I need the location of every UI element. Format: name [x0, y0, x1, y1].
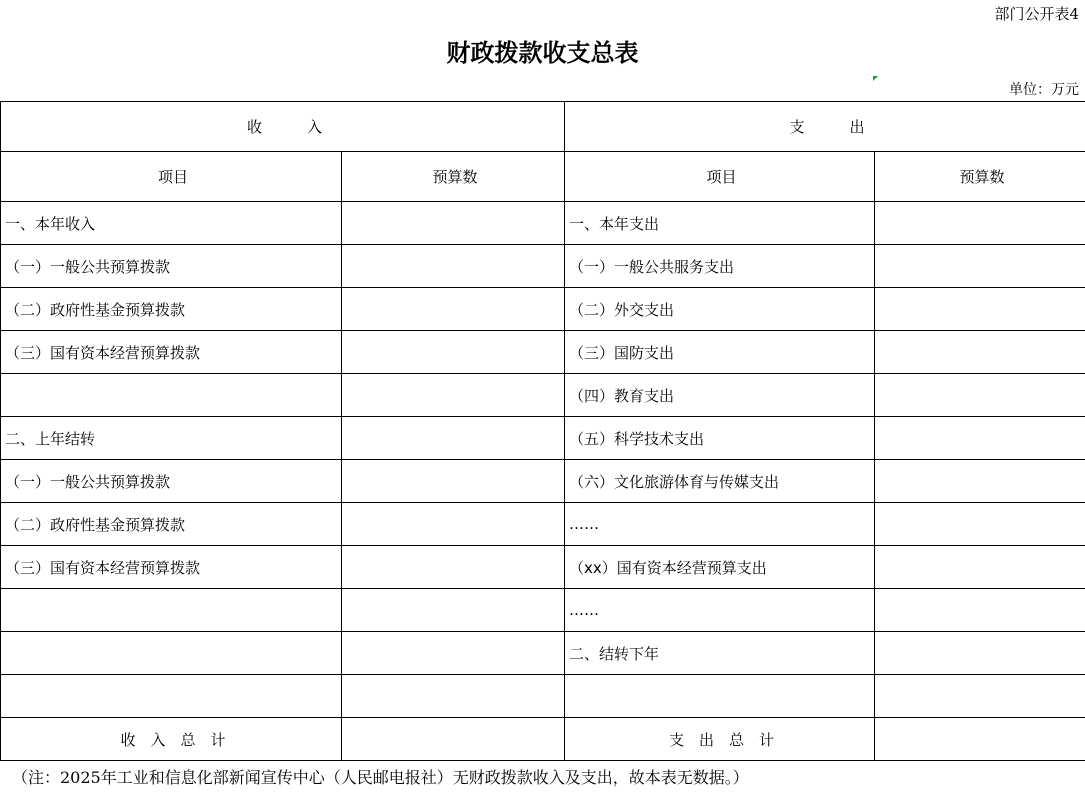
table-row	[1, 632, 1085, 675]
expense-item-cell: ……	[565, 589, 875, 632]
footnote: （注：2025年工业和信息化部新闻宣传中心（人民邮电报社）无财政拨款收入及支出，故本表无数据。）	[12, 768, 749, 787]
income-item-cell	[1, 374, 342, 417]
expense-item-cell: （六）文化旅游体育与传媒支出	[565, 460, 875, 503]
expense-total-value	[875, 718, 1085, 761]
income-budget-cell	[342, 632, 565, 675]
expense-item-cell: （五）科学技术支出	[565, 417, 875, 460]
income-budget-cell	[342, 675, 565, 718]
expense-item-cell: （二）外交支出	[565, 288, 875, 331]
table-row	[1, 288, 1085, 331]
income-budget-cell	[342, 288, 565, 331]
expense-item-cell: （三）国防支出	[565, 331, 875, 374]
income-section-header: 收 入	[1, 102, 565, 152]
table-row	[1, 374, 1085, 417]
income-total-label: 收 入 总 计	[1, 718, 342, 761]
income-budget-cell	[342, 546, 565, 589]
income-item-cell: （二）政府性基金预算拨款	[1, 288, 342, 331]
expense-item-cell: （xx）国有资本经营预算支出	[565, 546, 875, 589]
expense-budget-cell	[875, 202, 1085, 245]
form-number: 部门公开表4	[994, 5, 1079, 23]
unit-label: 单位：万元	[1009, 82, 1079, 98]
expense-budget-header: 预算数	[875, 152, 1085, 202]
income-total-value	[342, 718, 565, 761]
expense-item-cell	[565, 675, 875, 718]
expense-budget-cell	[875, 460, 1085, 503]
table-row	[1, 589, 1085, 632]
section-header-row	[1, 102, 1085, 152]
expense-budget-cell	[875, 417, 1085, 460]
totals-row	[1, 718, 1085, 761]
expense-item-cell: ……	[565, 503, 875, 546]
expense-total-label: 支 出 总 计	[565, 718, 875, 761]
expense-budget-cell	[875, 374, 1085, 417]
income-item-cell: （三）国有资本经营预算拨款	[1, 331, 342, 374]
expense-section-header: 支 出	[565, 102, 1085, 152]
page-title: 财政拨款收支总表	[446, 39, 639, 67]
income-budget-cell	[342, 245, 565, 288]
income-item-cell	[1, 632, 342, 675]
table-row	[1, 202, 1085, 245]
income-budget-cell	[342, 331, 565, 374]
income-item-header: 项目	[1, 152, 342, 202]
table-row	[1, 331, 1085, 374]
income-item-cell	[1, 589, 342, 632]
income-item-cell: 一、本年收入	[1, 202, 342, 245]
income-budget-cell	[342, 417, 565, 460]
expense-item-cell: 二、结转下年	[565, 632, 875, 675]
column-header-row	[1, 152, 1085, 202]
table-row	[1, 245, 1085, 288]
table-row	[1, 460, 1085, 503]
expense-item-header: 项目	[565, 152, 875, 202]
income-budget-cell	[342, 202, 565, 245]
cell-comment-marker-icon	[873, 76, 878, 81]
income-budget-header: 预算数	[342, 152, 565, 202]
expense-budget-cell	[875, 675, 1085, 718]
expense-budget-cell	[875, 331, 1085, 374]
income-item-cell: （一）一般公共预算拨款	[1, 460, 342, 503]
expense-item-cell: （一）一般公共服务支出	[565, 245, 875, 288]
table-row	[1, 417, 1085, 460]
income-budget-cell	[342, 374, 565, 417]
expense-item-cell: （四）教育支出	[565, 374, 875, 417]
table-row	[1, 675, 1085, 718]
budget-summary-table	[0, 101, 1085, 761]
expense-budget-cell	[875, 546, 1085, 589]
table-row	[1, 546, 1085, 589]
expense-budget-cell	[875, 589, 1085, 632]
income-item-cell: 二、上年结转	[1, 417, 342, 460]
income-item-cell: （一）一般公共预算拨款	[1, 245, 342, 288]
expense-budget-cell	[875, 632, 1085, 675]
income-budget-cell	[342, 589, 565, 632]
income-budget-cell	[342, 460, 565, 503]
income-item-cell	[1, 675, 342, 718]
expense-item-cell: 一、本年支出	[565, 202, 875, 245]
income-item-cell: （三）国有资本经营预算拨款	[1, 546, 342, 589]
income-budget-cell	[342, 503, 565, 546]
expense-budget-cell	[875, 288, 1085, 331]
table-row	[1, 503, 1085, 546]
income-item-cell: （二）政府性基金预算拨款	[1, 503, 342, 546]
expense-budget-cell	[875, 503, 1085, 546]
expense-budget-cell	[875, 245, 1085, 288]
